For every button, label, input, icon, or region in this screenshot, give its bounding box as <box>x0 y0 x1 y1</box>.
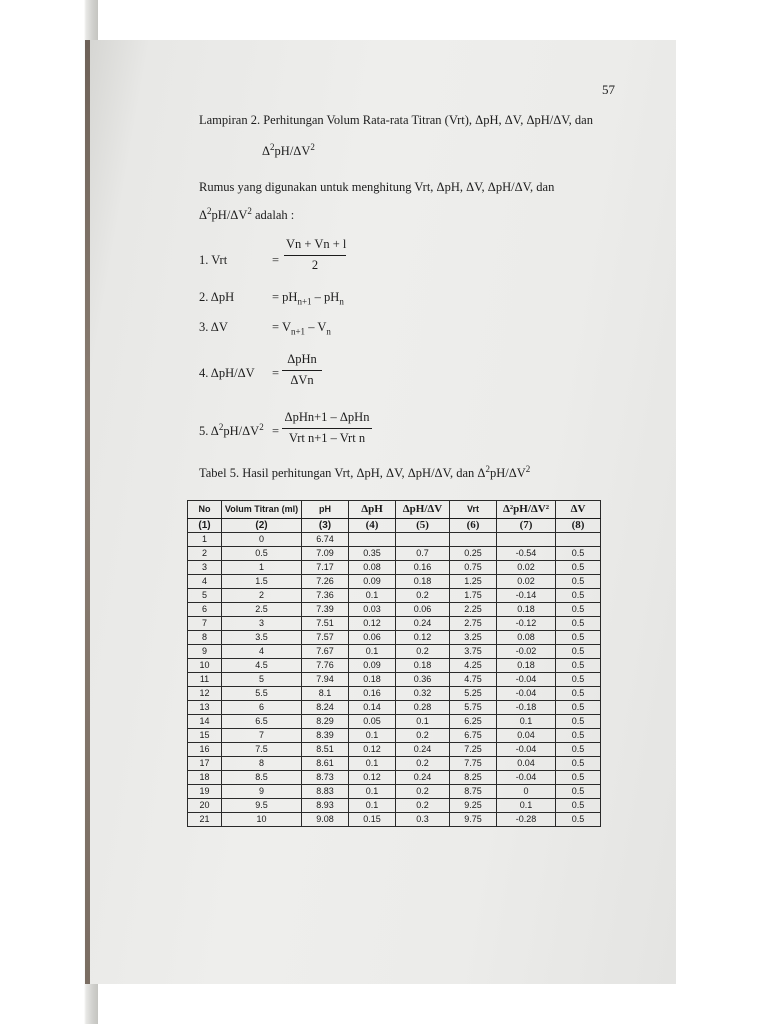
results-table <box>187 500 601 827</box>
table-cell: 2.75 <box>450 617 497 631</box>
formula4-fraction <box>282 352 322 388</box>
table-cell: 9 <box>222 785 302 799</box>
table-cell: 4.25 <box>450 659 497 673</box>
table-cell: 3.25 <box>450 631 497 645</box>
table-cell: 7 <box>188 617 222 631</box>
header-cell: Δ²pH/ΔV² <box>497 501 556 519</box>
formula1-equals: = <box>272 253 280 267</box>
table-cell: 0.09 <box>349 575 396 589</box>
intro-suffix: adalah : <box>251 208 295 222</box>
table-row <box>188 701 601 715</box>
table-cell: 0.16 <box>396 561 450 575</box>
table-header-row <box>188 501 601 519</box>
table-row <box>188 715 601 729</box>
table-cell: 0.2 <box>396 589 450 603</box>
column-number: (4) <box>349 519 396 533</box>
table-cell: 0.5 <box>556 687 601 701</box>
table-cell: 0.1 <box>349 729 396 743</box>
table-cell: 0.05 <box>349 715 396 729</box>
table-cell: 9.75 <box>450 813 497 827</box>
table-cell: -0.14 <box>497 589 556 603</box>
table-cell <box>450 533 497 547</box>
table-cell: 0.5 <box>222 547 302 561</box>
table-cell: -0.28 <box>497 813 556 827</box>
table-cell: 0.5 <box>556 659 601 673</box>
table-cell: 0.5 <box>556 645 601 659</box>
table-cell: 0.5 <box>556 813 601 827</box>
table-caption-sup2: 2 <box>525 463 531 474</box>
formula5-label-mid: pH/ΔV <box>223 424 260 438</box>
table-cell: 2.25 <box>450 603 497 617</box>
table-cell: 7 <box>222 729 302 743</box>
table-cell: 0.5 <box>556 799 601 813</box>
table-cell: 10 <box>188 659 222 673</box>
table-cell: 0.24 <box>396 617 450 631</box>
table-cell: 0.2 <box>396 757 450 771</box>
table-cell: 17 <box>188 757 222 771</box>
table-cell: 0.06 <box>349 631 396 645</box>
table-cell: 0.2 <box>396 645 450 659</box>
table-cell: 0.04 <box>497 757 556 771</box>
table-cell: 7.25 <box>450 743 497 757</box>
table-cell: 0.7 <box>396 547 450 561</box>
table-cell: 0.02 <box>497 575 556 589</box>
table-cell: 5.5 <box>222 687 302 701</box>
table-cell: 5.75 <box>450 701 497 715</box>
table-cell: 0.1 <box>497 799 556 813</box>
heading-delta: Δ <box>262 144 271 158</box>
formula1-denominator: 2 <box>311 258 319 272</box>
table-cell: -0.12 <box>497 617 556 631</box>
table-cell: 1.75 <box>450 589 497 603</box>
table-cell: 3.5 <box>222 631 302 645</box>
formula3-sub2: n <box>326 326 331 337</box>
formula5-numerator: ΔpHn+1 – ΔpHn <box>284 410 370 424</box>
table-cell: 6.74 <box>302 533 349 547</box>
formula5-label-sup2: 2 <box>259 421 264 432</box>
table-cell: 0 <box>222 533 302 547</box>
table-cell: 0.18 <box>497 603 556 617</box>
intro-mid: pH/ΔV <box>211 208 248 222</box>
table-cell: 0.06 <box>396 603 450 617</box>
table-cell: 0.36 <box>396 673 450 687</box>
table-cell: 0.2 <box>396 799 450 813</box>
table-row <box>188 603 601 617</box>
table-cell: 11 <box>188 673 222 687</box>
table-cell: 9 <box>188 645 222 659</box>
table-cell: 0.09 <box>349 659 396 673</box>
table-cell: 15 <box>188 729 222 743</box>
table-cell: 0.5 <box>556 715 601 729</box>
table-cell: 7.57 <box>302 631 349 645</box>
table-cell: 0.14 <box>349 701 396 715</box>
header-cell: ΔpH <box>349 501 396 519</box>
table-cell: 1.25 <box>450 575 497 589</box>
formula3-sub1: n+1 <box>290 326 306 337</box>
header-cell: Volum Titran (ml) <box>222 501 302 519</box>
table-cell: 3.75 <box>450 645 497 659</box>
header-cell: ΔV <box>556 501 601 519</box>
table-cell: 0.04 <box>497 729 556 743</box>
table-cell: -0.18 <box>497 701 556 715</box>
formula2-sub2: n <box>339 296 344 307</box>
table-cell: 6.25 <box>450 715 497 729</box>
table-cell: 0.15 <box>349 813 396 827</box>
table-cell: 6.5 <box>222 715 302 729</box>
table-cell: 0.18 <box>497 659 556 673</box>
table-cell: 0.5 <box>556 631 601 645</box>
table-cell: 5 <box>188 589 222 603</box>
table-cell: 18 <box>188 771 222 785</box>
table-cell: 0.18 <box>396 575 450 589</box>
table-cell: 7.75 <box>450 757 497 771</box>
table-cell: 0.18 <box>349 673 396 687</box>
table-cell: 2.5 <box>222 603 302 617</box>
table-cell: 12 <box>188 687 222 701</box>
column-number: (1) <box>188 519 222 533</box>
formula5-label-sup: 2 <box>218 421 224 432</box>
table-cell: 20 <box>188 799 222 813</box>
table-cell: 0.03 <box>349 603 396 617</box>
heading-sup2: 2 <box>310 141 315 152</box>
table-row <box>188 785 601 799</box>
table-cell: 0.24 <box>396 771 450 785</box>
table-row <box>188 743 601 757</box>
table-cell <box>497 533 556 547</box>
table-cell: 0.16 <box>349 687 396 701</box>
table-cell: -0.54 <box>497 547 556 561</box>
table-cell: 7.36 <box>302 589 349 603</box>
table-cell: 3 <box>188 561 222 575</box>
column-number: (2) <box>222 519 302 533</box>
column-number: (6) <box>450 519 497 533</box>
table-cell <box>556 533 601 547</box>
formula2-expression <box>272 290 344 305</box>
table-cell: 9.08 <box>302 813 349 827</box>
table-cell: 0.12 <box>349 743 396 757</box>
table-caption-sup: 2 <box>485 463 490 474</box>
formula5-label-prefix: 5. Δ <box>199 424 219 438</box>
table-row <box>188 771 601 785</box>
formula2-mid: – pH <box>311 290 340 304</box>
table-cell: 0.5 <box>556 743 601 757</box>
header-cell: pH <box>302 501 349 519</box>
table-cell: 0.12 <box>349 617 396 631</box>
table-row <box>188 659 601 673</box>
table-cell: 5.25 <box>450 687 497 701</box>
table-cell: 8.73 <box>302 771 349 785</box>
table-cell: 0.24 <box>396 743 450 757</box>
table-cell: 4 <box>222 645 302 659</box>
column-number: (5) <box>396 519 450 533</box>
table-cell: 6.75 <box>450 729 497 743</box>
table-cell: 0.35 <box>349 547 396 561</box>
table-cell: 8.1 <box>302 687 349 701</box>
table-cell: 0.1 <box>349 757 396 771</box>
formula3-expression <box>272 320 331 335</box>
page-number: 57 <box>602 82 615 97</box>
table-cell: 7.09 <box>302 547 349 561</box>
table-cell: 7.51 <box>302 617 349 631</box>
table-cell: 8.75 <box>450 785 497 799</box>
formula2-sub1: n+1 <box>297 296 312 307</box>
header-cell: ΔpH/ΔV <box>396 501 450 519</box>
table-row <box>188 561 601 575</box>
table-cell: 0.5 <box>556 757 601 771</box>
table-cell: 8 <box>188 631 222 645</box>
column-number-row <box>188 519 601 533</box>
table-cell: 14 <box>188 715 222 729</box>
table-cell: 16 <box>188 743 222 757</box>
table-cell: 0.5 <box>556 589 601 603</box>
table-cell: 8.29 <box>302 715 349 729</box>
table-cell: 8 <box>222 757 302 771</box>
table-cell: 4.75 <box>450 673 497 687</box>
table-cell: 1 <box>222 561 302 575</box>
table-cell: 0.5 <box>556 603 601 617</box>
table-cell: 0 <box>497 785 556 799</box>
table-cell: 4.5 <box>222 659 302 673</box>
table-cell: 0.12 <box>349 771 396 785</box>
table-cell: 7.5 <box>222 743 302 757</box>
appendix-heading-line1: Lampiran 2. Perhitungan Volum Rata-rata Titran (Vrt), ΔpH, ΔV, ΔpH/ΔV, dan <box>199 113 593 127</box>
table-cell <box>349 533 396 547</box>
table-cell: 7.67 <box>302 645 349 659</box>
table-row <box>188 729 601 743</box>
table-row <box>188 687 601 701</box>
column-number: (8) <box>556 519 601 533</box>
table-cell: 0.3 <box>396 813 450 827</box>
table-row <box>188 533 601 547</box>
table-cell: 21 <box>188 813 222 827</box>
table-cell: 5 <box>222 673 302 687</box>
table-caption-tail: pH/ΔV <box>489 466 526 480</box>
table-cell: 6 <box>222 701 302 715</box>
scan-background <box>0 0 98 1024</box>
table-cell: 0.1 <box>396 715 450 729</box>
formula1-numerator: Vn + Vn + l <box>286 237 347 251</box>
column-number: (7) <box>497 519 556 533</box>
formula5-equals: = <box>272 424 280 438</box>
table-cell: 7.76 <box>302 659 349 673</box>
table-cell: 0.18 <box>396 659 450 673</box>
table-cell: -0.04 <box>497 673 556 687</box>
table-cell: 7.94 <box>302 673 349 687</box>
table-row <box>188 575 601 589</box>
formula3-mid: – V <box>305 320 327 334</box>
table-cell: 0.08 <box>497 631 556 645</box>
table-cell: 0.5 <box>556 701 601 715</box>
table-row <box>188 645 601 659</box>
table-cell: 4 <box>188 575 222 589</box>
header-cell: Vrt <box>450 501 497 519</box>
table-cell: 0.08 <box>349 561 396 575</box>
table-cell <box>396 533 450 547</box>
table-cell: 0.25 <box>450 547 497 561</box>
formula4-label: 4. ΔpH/ΔV <box>199 366 255 380</box>
table-cell: 8.25 <box>450 771 497 785</box>
table-row <box>188 589 601 603</box>
table-row <box>188 547 601 561</box>
formula4-equals: = <box>272 366 280 380</box>
table-cell: -0.02 <box>497 645 556 659</box>
appendix-heading-line2 <box>262 141 315 159</box>
table-cell: 0.1 <box>497 715 556 729</box>
table-cell: 2 <box>188 547 222 561</box>
table-cell: 8.39 <box>302 729 349 743</box>
table-cell: 9.25 <box>450 799 497 813</box>
formula4-numerator: ΔpHn <box>287 352 317 366</box>
table-cell: 8.24 <box>302 701 349 715</box>
formula5-denominator: Vrt n+1 – Vrt n <box>288 431 366 445</box>
table-cell: 0.32 <box>396 687 450 701</box>
table-cell: 8.93 <box>302 799 349 813</box>
table-cell: 1 <box>188 533 222 547</box>
intro-sup: 2 <box>207 205 212 216</box>
table-cell: -0.04 <box>497 771 556 785</box>
table-cell: 0.1 <box>349 645 396 659</box>
table-row <box>188 757 601 771</box>
formula1-fraction <box>284 237 346 273</box>
table-cell: 0.5 <box>556 785 601 799</box>
heading-sup: 2 <box>270 141 275 152</box>
table-cell: 0.5 <box>556 673 601 687</box>
table-cell: 7.39 <box>302 603 349 617</box>
table-cell: 0.75 <box>450 561 497 575</box>
table-row <box>188 813 601 827</box>
table-cell: 8.51 <box>302 743 349 757</box>
table-cell: 6 <box>188 603 222 617</box>
table-cell: 7.26 <box>302 575 349 589</box>
table-cell: 0.5 <box>556 771 601 785</box>
table-row <box>188 631 601 645</box>
table-cell: 0.2 <box>396 785 450 799</box>
intro-line2 <box>199 205 295 223</box>
table-row <box>188 799 601 813</box>
table-cell: 1.5 <box>222 575 302 589</box>
intro-delta: Δ <box>199 208 208 222</box>
table-cell: 19 <box>188 785 222 799</box>
formula2-label: 2. ΔpH <box>199 290 235 304</box>
table-cell: 0.12 <box>396 631 450 645</box>
formula2-rhs: = pH <box>272 290 298 304</box>
page-binding-edge <box>85 40 90 984</box>
table-cell: 0.02 <box>497 561 556 575</box>
formula5-fraction <box>282 410 372 446</box>
table-cell: 0.5 <box>556 617 601 631</box>
formula1-label: 1. Vrt <box>199 253 228 267</box>
table-cell: 0.1 <box>349 799 396 813</box>
table-cell: 8.61 <box>302 757 349 771</box>
header-cell: No <box>188 501 222 519</box>
table-caption <box>199 463 531 481</box>
formula4-denominator: ΔVn <box>290 373 314 387</box>
intro-line1: Rumus yang digunakan untuk menghitung Vrt, ΔpH, ΔV, ΔpH/ΔV, dan <box>199 180 555 194</box>
table-cell: 0.2 <box>396 729 450 743</box>
table-cell: -0.04 <box>497 687 556 701</box>
intro-sup2: 2 <box>247 205 252 216</box>
table-cell: 0.1 <box>349 785 396 799</box>
formula3-rhs: = V <box>272 320 291 334</box>
table-cell: 7.17 <box>302 561 349 575</box>
table-row <box>188 617 601 631</box>
table-cell: 10 <box>222 813 302 827</box>
formula3-label: 3. ΔV <box>199 320 228 334</box>
table-cell: -0.04 <box>497 743 556 757</box>
table-row <box>188 673 601 687</box>
table-cell: 8.5 <box>222 771 302 785</box>
table-cell: 0.1 <box>349 589 396 603</box>
table-cell: 8.83 <box>302 785 349 799</box>
table-cell: 9.5 <box>222 799 302 813</box>
column-number: (3) <box>302 519 349 533</box>
table-cell: 13 <box>188 701 222 715</box>
table-cell: 0.5 <box>556 561 601 575</box>
table-cell: 3 <box>222 617 302 631</box>
table-cell: 0.5 <box>556 547 601 561</box>
table-cell: 0.5 <box>556 575 601 589</box>
table-caption-text: Tabel 5. Hasil perhitungan Vrt, ΔpH, ΔV, ΔpH/ΔV, dan Δ <box>199 466 486 480</box>
table-body <box>188 533 601 827</box>
table-cell: 0.5 <box>556 729 601 743</box>
table-cell: 0.28 <box>396 701 450 715</box>
heading-mid: pH/ΔV <box>274 144 311 158</box>
table-cell: 2 <box>222 589 302 603</box>
formula5-label <box>199 421 264 439</box>
